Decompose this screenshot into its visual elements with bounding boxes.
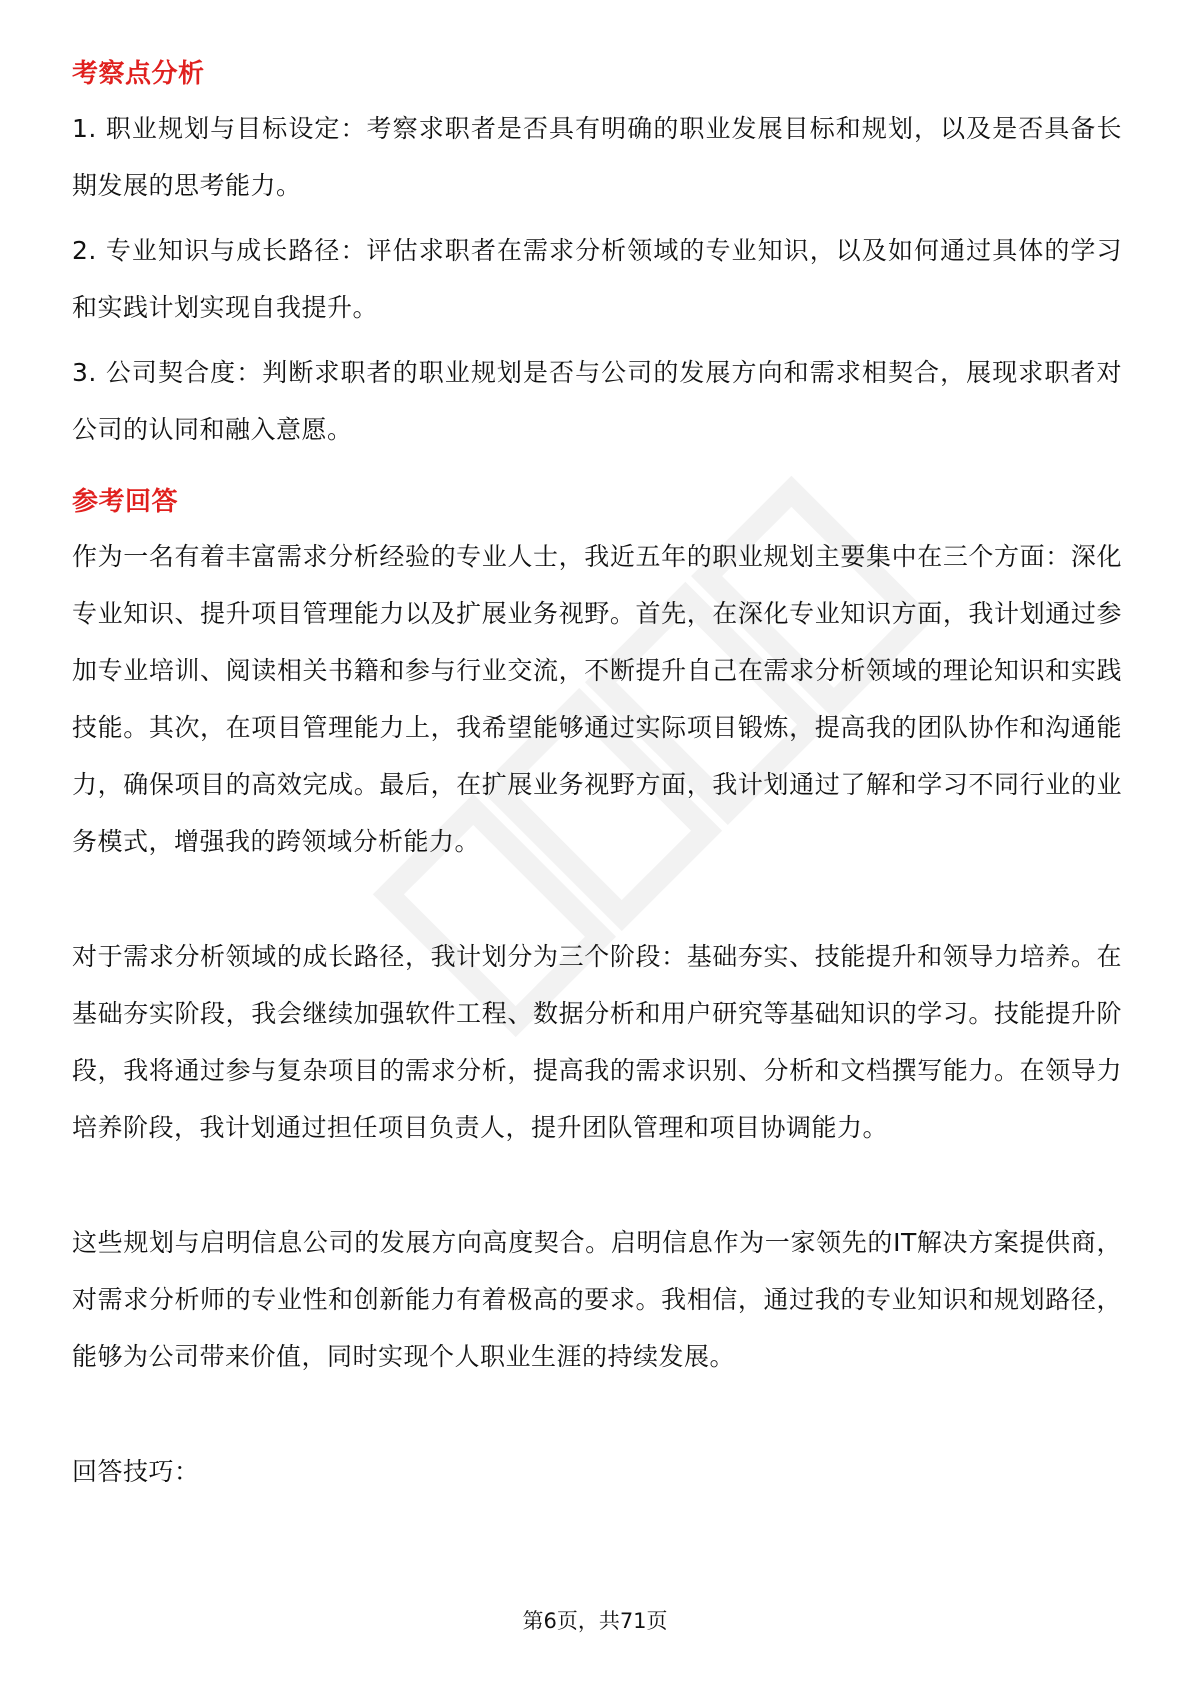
tips-label: 回答技巧： — [72, 1457, 200, 1486]
section-title-analysis: 考察点分析 — [72, 59, 205, 89]
answer-paragraph: 作为一名有着丰富需求分析经验的专业人士，我近五年的职业规划主要集中在三个方面：深化专业知识、提升项目管理能力以及扩展业务视野。首先，在深化专业知识方面，我计划通过参加专业培训、阅读相关书籍和参与行业交流，不断提升自己在需求分析领域的理论知识和实践技能。其次，在项目管理能力上，我希望能够通过实际项目锻炼，提高我的团队协作和沟通能力，确保项目的高效完成。最后，在扩展业务视野方面，我计划通过了解和学习不同行业的业务模式，增强我的跨领域分析能力。 — [72, 542, 1122, 856]
section-title-answer: 参考回答 — [72, 487, 179, 517]
main-content — [72, 48, 1122, 1500]
answer-paragraph: 对于需求分析领域的成长路径，我计划分为三个阶段：基础夯实、技能提升和领导力培养。在基础夯实阶段，我会继续加强软件工程、数据分析和用户研究等基础知识的学习。技能提升阶段，我将通过参与复杂项目的需求分析，提高我的需求识别、分析和文档撰写能力。在领导力培养阶段，我计划通过担任项目负责人，提升团队管理和项目协调能力。 — [72, 942, 1122, 1142]
analysis-item: 3. 公司契合度：判断求职者的职业规划是否与公司的发展方向和需求相契合，展现求职者对公司的认同和融入意愿。 — [72, 358, 1122, 444]
answer-paragraph: 这些规划与启明信息公司的发展方向高度契合。启明信息作为一家领先的IT解决方案提供商，对需求分析师的专业性和创新能力有着极高的要求。我相信，通过我的专业知识和规划路径，能够为公司带来价值，同时实现个人职业生涯的持续发展。 — [72, 1228, 1122, 1371]
analysis-item: 2. 专业知识与成长路径：评估求职者在需求分析领域的专业知识，以及如何通过具体的学习和实践计划实现自我提升。 — [72, 236, 1122, 322]
analysis-item: 1. 职业规划与目标设定：考察求职者是否具有明确的职业发展目标和规划，以及是否具备长期发展的思考能力。 — [72, 114, 1122, 200]
page-number: 第6页，共71页 — [522, 1609, 668, 1633]
